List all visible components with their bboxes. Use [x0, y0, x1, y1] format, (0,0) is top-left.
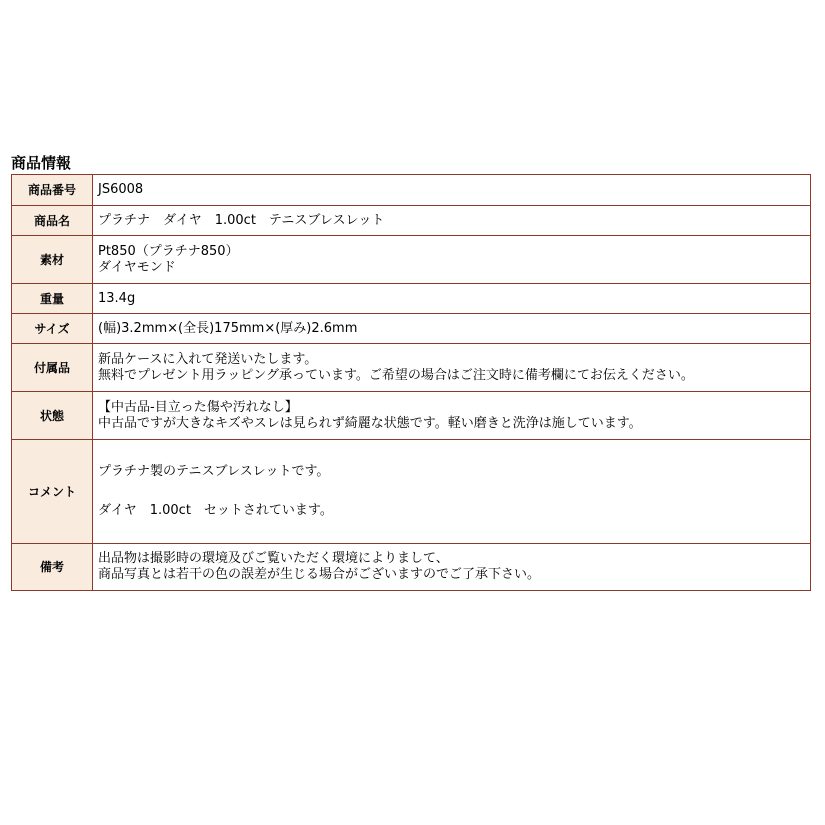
value-comment: [93, 440, 811, 544]
value-product-name: [93, 206, 811, 236]
value-line: ダイヤ 1.00ct セットされています。: [98, 503, 333, 518]
label-weight: 重量: [12, 284, 93, 314]
value-material: [93, 236, 811, 284]
value-line: ダイヤモンド: [98, 259, 176, 275]
value-line: 中古品ですが大きなキズやスレは見られず綺麗な状態です。軽い磨きと洗浄は施しています。: [98, 415, 642, 431]
label-size: サイズ: [12, 314, 93, 344]
value-size: [93, 314, 811, 344]
value-accessories: [93, 344, 811, 392]
value-line: プラチナ製のテニスブレスレットです。: [98, 464, 330, 479]
value-condition: [93, 392, 811, 440]
value-product-number: [93, 175, 811, 206]
section-title: 商品情報: [11, 154, 72, 172]
value-notes: [93, 544, 811, 591]
value-line: 商品写真とは若干の色の誤差が生じる場合がございますのでご了承下さい。: [98, 567, 541, 582]
value-line: 新品ケースに入れて発送いたします。: [98, 351, 318, 367]
value-line: Pt850（プラチナ850）: [98, 243, 239, 259]
label-notes: 備考: [12, 544, 93, 591]
row-material: [12, 236, 811, 284]
value-line: JS6008: [98, 182, 144, 197]
label-product-name: 商品名: [12, 206, 93, 236]
value-weight: [93, 284, 811, 314]
row-product-number: [12, 175, 811, 206]
value-line: (幅)3.2mm×(全長)175mm×(厚み)2.6mm: [98, 320, 358, 336]
value-line: 13.4g: [98, 290, 136, 306]
value-line: プラチナ ダイヤ 1.00ct テニスブレスレット: [98, 212, 385, 228]
label-material: 素材: [12, 236, 93, 284]
label-accessories: 付属品: [12, 344, 93, 392]
label-comment: コメント: [12, 440, 93, 544]
row-comment: [12, 440, 811, 544]
product-info-table: [11, 174, 811, 591]
row-accessories: [12, 344, 811, 392]
row-notes: [12, 544, 811, 591]
value-line: 【中古品-目立った傷や汚れなし】: [98, 399, 298, 415]
value-line: 無料でプレゼント用ラッピング承っています。ご希望の場合はご注文時に備考欄にてお伝えください。: [98, 367, 694, 383]
label-product-number: 商品番号: [12, 175, 93, 206]
row-size: [12, 314, 811, 344]
row-condition: [12, 392, 811, 440]
line-gap: [98, 480, 805, 503]
row-weight: [12, 284, 811, 314]
label-condition: 状態: [12, 392, 93, 440]
value-line: 出品物は撮影時の環境及びご覧いただく環境によりまして、: [98, 551, 449, 566]
row-product-name: [12, 206, 811, 236]
